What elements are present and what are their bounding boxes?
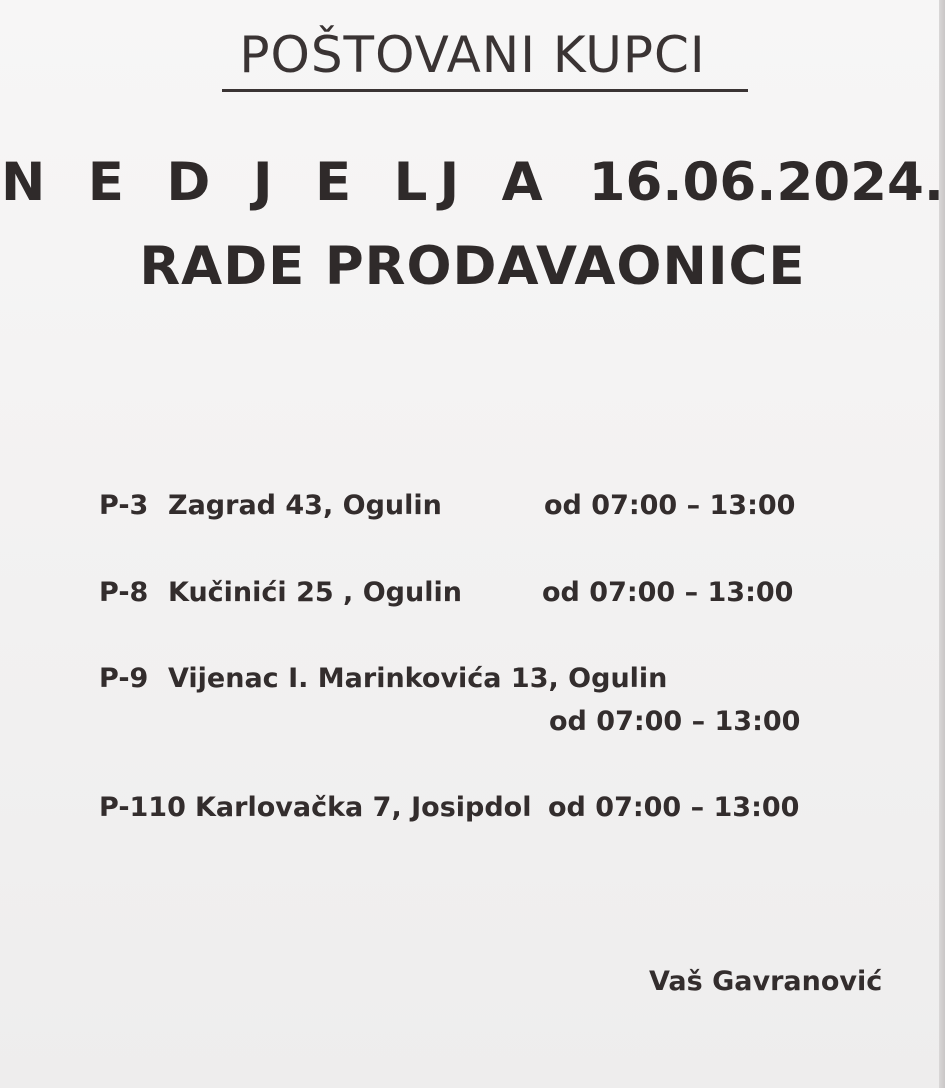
store-code: P-8 (99, 577, 149, 608)
store-code: P-9 (99, 663, 149, 694)
store-hours: od 07:00 – 13:00 (549, 706, 801, 737)
store-hours: od 07:00 – 13:00 (548, 792, 800, 823)
store-code: P-3 (99, 490, 149, 521)
store-address: Zagrad 43, Ogulin (168, 490, 442, 521)
title-underline (222, 89, 748, 92)
weekday: N E D J E LJ A (0, 152, 555, 213)
store-code: P-110 (99, 792, 186, 823)
store-address: Vijenac I. Marinkovića 13, Ogulin (168, 663, 668, 694)
store-hours: od 07:00 – 13:00 (544, 490, 796, 521)
date: 16.06.2024. (588, 152, 945, 213)
store-address: Kučinići 25 , Ogulin (168, 577, 462, 608)
store-hours: od 07:00 – 13:00 (542, 577, 794, 608)
signature: Vaš Gavranović (649, 966, 883, 997)
store-address: Karlovačka 7, Josipdol (195, 792, 532, 823)
date-heading (0, 152, 945, 213)
subheading: RADE PRODAVAONICE (139, 236, 806, 297)
notice-title: POŠTOVANI KUPCI (239, 26, 706, 84)
